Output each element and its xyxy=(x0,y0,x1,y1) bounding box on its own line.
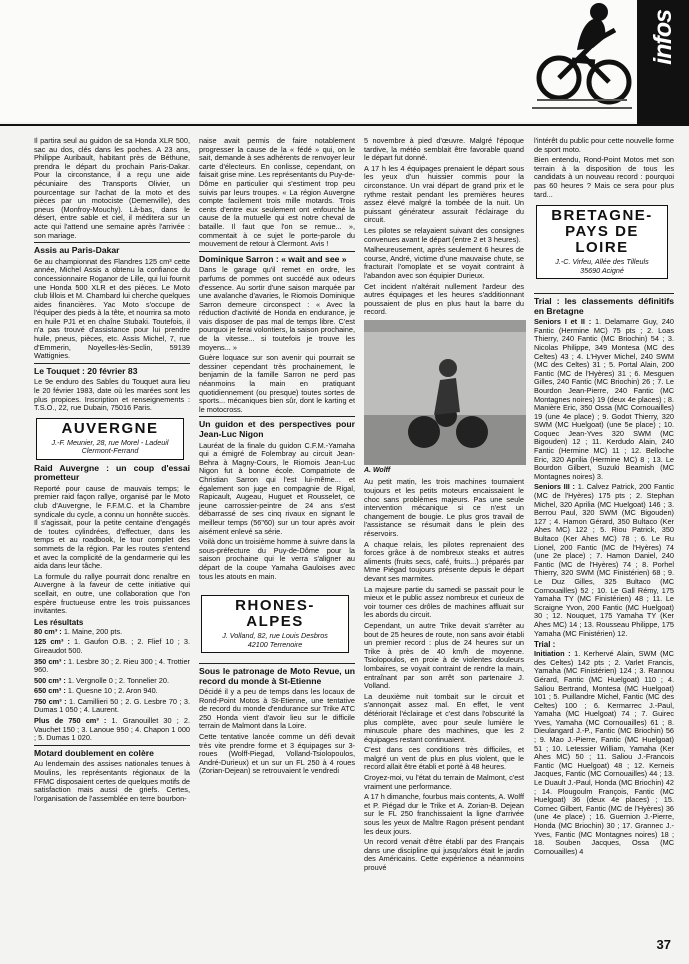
col3-p2: A 17 h les 4 équipages prenaient le départ sous les yeux d'un huissier commis pour la circonstance. Un vrai départ de grand prix et le rythme restait pendant les premières heures assez élevé malgré la tombée de la nuit. Un puissant générateur assurait l'éclairage du circuit. xyxy=(364,163,524,225)
col2-record-2: Cette tentative lancée comme un défi devait très vite prendre forme et 3 équipages sur 3-roues (Wolff-Piegad, Volland-Tsiolopoulos, André-Durieux) et un sur un FL 250 à 4 roues (Zorian-Dejean) se retrouvaient le vendredi xyxy=(199,732,355,776)
heading-record: Sous le patronage de Moto Revue, un record du monde à St-Etienne xyxy=(199,665,355,686)
col4-seniors-3: Seniors III : 1. Calvez Patrick, 200 Fantic (MC de l'Hyères) 175 pts ; 2. Stephan Michel, 320 Aprilia (MC Huelgoat) 146 ; 3. Berrou Paul, 320 SWM (MC Bigouden) 127 ; 4. Hamon Gérard, 350 Bultaco (Ker Ahes MC) 122 ; 5. Riou Patrick, 350 Bultaco (Ker Ahes MC) 78 ; 6. Le Ru Lionel, 200 Fantic (MC de l'Hyères) 74 (une 2e place) ; 7. Hamon Daniel, 240 Fantic (MC de l'Hyères) 74 ; 8. Porhel Thierry, 320 SWM (MC Finistérien) 68 ; 9. Le Duz Gilles, 325 Bultaco (MC Cornouailles) 52 ; 10. Le Gall Rémy, 175 Yamaha TY (MC Finistérien) 48 ; 11. Le Scraigne Yvon, 200 Fantic (MC Huelgoat) 30 ; 12. Nouquet, 175 Yamaha TY (Ker Ahes MC) 14 ; 13. Rousseau Philippe, 175 Yamaha (MC Finistérien) 12. xyxy=(534,482,674,638)
col1-assis: 6e au championnat des Flandres 125 cm³ cette année, Michel Assis a obtenu la confiance du concessionnaire Roganor de Lille, qui lui fournit une Honda 500 XLR et des pièces. Le Moto club lillois et M. Chambard lui cherche quelques aides financières. Yac Moto s'occupe de l'équiper des pieds à la tête, et nourrira sa moto en huile PJ1 et en chaîne Stubaki. Toutefois, il n'a pas trouvé d'assistance pour lui prendre huile, pneus, pièces, etc. Assis Michel, 7, rue d'Emmerin, Noyelles-lès-Seclin, 59139 Wattignies. xyxy=(34,256,190,361)
heading-motard: Motard doublement en colère xyxy=(34,747,154,758)
result-line: Plus de 750 cm³ : 1. Granouillet 30 ; 2. Vauchet 150 ; 3. Lanoue 950 ; 4. Chapon 1 000 ; 5. Dumas 1 020. xyxy=(34,716,190,743)
trike-photo xyxy=(364,320,526,465)
results-list xyxy=(34,628,190,743)
col3-p6: Au petit matin, les trois machines tournaient toujours et les petits moteurs encaissaient le choc sans problèmes majeurs. Pas une seule intervention mécanique si ce n'est un changement de bougie. Le plus gros travail de l'assistance se résumait dans le plein des réservoirs. xyxy=(364,477,524,539)
col3-p10: La deuxième nuit tombait sur le circuit et s'annonçait assez mal. En effet, le vent détériorait l'éclairage et c'est dans l'obscurité la plus complète, avec pour seule lumière le minuscule phare des machines, que les 2 équipages restant continuaient. xyxy=(364,691,524,744)
divider xyxy=(534,293,674,294)
col3-p1: 5 novembre à pied d'œuvre. Malgré l'époque tardive, la météo semblait être favorable quand le départ fut donné. xyxy=(364,136,524,163)
col2-sarron-1: Dans le garage qu'il remet en ordre, les parfums de pommes ont succédé aux odeurs d'essence. Au sortir d'une saison marquée par une avalanche d'avaries, le Riomois Dominique Sarron demeure circonspect : « Avec la réduction d'activité de Honda en endurance, je vais disposer de pas mal de temps libre. C'est pourquoi je ferai volontiers, la saison prochaine, de la vitesse... si toutefois je trouve les moyens... » xyxy=(199,265,355,352)
region-box-rhones-alpes xyxy=(201,595,349,653)
heading-raid: Raid Auvergne : un coup d'essai prometteur xyxy=(34,462,190,483)
col3-p9: Cependant, un autre Trike devait s'arrêter au bout de 25 heures de route, non sans avoir établi un premier record : plus de 24 heures sur un Trike à près de 40 km/h de moyenne. Tsiolopoulos, en proie à de violentes douleurs lombaires, se voyait contraint de rendre la main, entraînant par son arrêt son partenaire J. Volland. xyxy=(364,620,524,691)
column-2 xyxy=(199,137,355,778)
trial-motorcycle-illustration xyxy=(527,0,637,118)
page-header xyxy=(0,0,689,122)
col3-p8: La majeure partie du samedi se passait pour le mieux et le public assez nombreux et curieux de voir tourner ces drôles de machines affluait sur les abords du circuit. xyxy=(364,584,524,620)
page-number: 37 xyxy=(656,937,671,952)
heading-resultats: Les résultats xyxy=(34,617,84,627)
column-4 xyxy=(534,137,674,858)
col1-raid-1: Reporté pour cause de mauvais temps; le premier raid façon rallye, organisé par le Moto club d'Auvergne, le F.F.M.C. et la Chambre syndicale du cycle, a connu un honnête succès. Il s'agissait, pour la petite centaine d'engagés de toutes cylindrées, d'effectuer, dans les temps et au roadbook, le tour complet des sommets de la région. Par les routes s'entend et avec la complicité de la gendarmerie qui les aida dans leur tâche. xyxy=(34,483,190,571)
divider xyxy=(199,663,355,664)
region-address: J. Volland, 82, rue Louis Desbros 42100 Terrenoire xyxy=(222,631,328,649)
section-tab-label: infos xyxy=(648,10,677,65)
col2-record-1: Décidé il y a peu de temps dans les locaux de Rond-Point Motos à St-Etienne, une tentative de record du monde d'endurance sur Trike ATC 250 Honda vient d'avoir lieu sur le difficile terrain de Malmont dans la Loire. xyxy=(199,687,355,731)
col3-p13: A 17 h dimanche, fourbus mais contents, A. Wolff et P. Piégad dur le Trike et A. Zorian-B. Dejean sur le FL 250 franchissaient la ligne d'arrivée sous les yeux de Maître Ragon présent pendant les deux jours. xyxy=(364,792,524,836)
region-box-auvergne xyxy=(36,418,184,460)
region-address: J.-F. Meunier, 28, rue Morel - Ladeuil Clermont-Ferrand xyxy=(51,437,169,456)
region-title: AUVERGNE xyxy=(61,419,159,437)
result-line: 750 cm³ : 1. Camillieri 50 ; 2. G. Lesbre 70 ; 3. Dumas 1 050 ; 4. Laurent. xyxy=(34,696,190,715)
col4-p2: Bien entendu, Rond-Point Motos met son terrain à la disposition de tous les candidats à un nouveau record : pourquoi pas 60 heures ? Mais ce sera pour plus tard... xyxy=(534,155,674,199)
region-box-bretagne xyxy=(536,205,668,279)
col1-touquet: Le 9e enduro des Sables du Touquet aura lieu le 20 février 1983, date où les marées sont les plus propices. Inscription et renseignements : T.S.O., 22, rue Dubain, 75016 Paris. xyxy=(34,377,190,413)
col2-nigon-2: Voilà donc un troisième homme à suivre dans la sous-préfecture du Puy-de-Dôme pour la saison prochaine qui le verra s'aligner au départ de la coupe Yamaha Gauloises avec tous les atouts en main. xyxy=(199,537,355,581)
col4-initiation: Initiation : 1. Kerhervé Alain, SWM (MC des Celtes) 142 pts ; 2. Varlet Francis, Yamaha (MC Finistérien) 124 ; 3. Rannou Gérard, Fantic (MC Huelgoat) 110 ; 4. Saliou Bertrand, Montesa (MC Huelgoat) 101 ; 5. Puillandre Michel, Fantic (MC des Celtes) 100 ; 6. Kermarrec J.-Paul, Yamaha (MC Huelgoat) 74 ; 7. Guirec Yves, Yamaha (MC Cornouailles) 61 ; 8. Dieulangard J.-P., Fantic (MC Briochin) 56 ; 9. Mao J.-Pierre, Fantic (MC Huelgoat) 51 ; 10. Letessier William, Yamaha (Ker Ahes MC) 50 ; 11. Saliou J.-Francois Fantic (MC Huelgoat) 48 ; 12. Kerneis Jacques, Fantic (MC Cornouailles) 44 ; 13. Le Duault J.-Paul, Honda (MC Briochin) 42 ; 14. Plougoulm François, Fantic (MC Huelgoat) 36 (deux 4e places) ; 15. Cornec Gilbert, Fantic (MC de l'Hyères) 36 (une 4e place) ; 16. Guernion J.-Pierre, Honda (MC Briochin) 30 ; 17. Grannec J.-Yves, Fantic (MC Montagnes noires) 18 ; 18. Souben Jacques, Ossa (MC Cornouailles) 4 xyxy=(534,649,674,856)
region-title: RHONES- ALPES xyxy=(235,597,315,631)
col2-p1: naise avait permis de faire notablement progresser la cause de la « fédé » qui, on le sait, demande à ses adhérents de renvoyer leur carte d'électeurs. En conlisse, cependant, on faisait grise mine. Les représentants du Puy-de-Dôme en particulier qui s'estiment trop peu suivis par leurs troupes. « La région Auvergne compte facilement trois mille motards. Trois cents d'entre eux seulement ont enfourché la cause de la mutuelle qui est notre cheval de bataille. Il faut que l'on se remue... », commentait à ce sujet le porte-parole du mouvement de retour à Clermont. Avis ! xyxy=(199,136,355,249)
heading-trial: Trial : les classements définitifs en Bretagne xyxy=(534,295,674,316)
divider xyxy=(199,251,355,252)
heading-sarron: Dominique Sarron : « wait and see » xyxy=(199,253,347,264)
column-3 xyxy=(364,137,524,875)
result-line: 350 cm³ : 1. Lesbre 30 ; 2. Rieu 300 ; 4. Trottier 960. xyxy=(34,656,190,675)
col1-motard: Au lendemain des assises nationales tenues à Moulins, les représentants régionaux de la FFMC disposaient certes de quelques motifs de satisfaction mais aussi de griefs. Certes, l'organisation de l'assemblée en terre bourbon- xyxy=(34,759,190,803)
col4-p1: l'intérêt du public pour cette nouvelle forme de sport moto. xyxy=(534,136,674,154)
result-line: 125 cm³ : 1. Gaufon O.B. ; 2. Flief 10 ; 3. Gireaudot 500. xyxy=(34,637,190,655)
heading-assis: Assis au Paris-Dakar xyxy=(34,245,120,256)
heading-nigon: Un guidon et des perspectives pour Jean-Luc Nigon xyxy=(199,419,355,439)
col3-p3: Les pilotes se relayaient suivant des consignes convenues avant le départ (entre 2 et 3 heures). xyxy=(364,225,524,244)
header-rule xyxy=(0,124,689,126)
col3-p7: A chaque relais, les pilotes reprenaient des forces grâce à de nombreux steaks et autres aliments (fruits secs, café, fruits...) préparés par Mme Piégad toujours présente depuis le départ devant ses marmites. xyxy=(364,539,524,583)
result-line: 80 cm³ : 1. Maine, 200 pts. xyxy=(34,626,123,636)
result-line: 500 cm³ : 1. Vergnolle 0 ; 2. Tonnelier 20. xyxy=(34,675,170,685)
col3-p4: Malheureusement, après seulement 6 heures de course, André, victime d'une mauvaise chute, se fracturait l'omoplate et se voyait contraint à l'abandon avec son équipier Durieux. xyxy=(364,245,524,280)
col2-nigon-1: Lauréat de la finale du guidon C.F.M.-Yamaha qui a émigré de Folembray au circuit Jean-Behra à Magny-Cours, le Riomois Jean-Luc Nigon fut à bonne école. Compatriote de Christian Sarron qui l'est lui-même... et également son juge en compagnie de Rigal, Rapicault, Augeau, Huguet et Rousselet, ce jeune carrossier-peintre de 24 ans s'est débarrassé de ses cinq rivaux en signant le meilleur temps (56"60) sur un tour après avoir aisément enlevé sa série. xyxy=(199,440,355,536)
col1-intro: Il partira seul au guidon de sa Honda XLR 500, sac au dos, clés dans les poches. A 23 ans, Philippe Auribault, habitant près de Béthune, prendra le départ du prochain Paris-Dakar. Pour la circonstance, il a reçu une aide pécuniaire des Transports Olivier, un pourcentage sur l'achat de la moto et des pièces par un motociste (Demenville), des pneus (Monfroy-Mouchy). Là-bas, dans le désert, entre sable et ciel, il méditera sur un acte qui l'attend une semaine après l'arrivée : son mariage. xyxy=(34,136,190,240)
col3-p12: Croyez-moi, vu l'état du terrain de Malmont, c'est vraiment une performance. xyxy=(364,773,524,791)
col2-sarron-2: Guère loquace sur son avenir qui pourrait se dessiner cependant très prochainement, le benjamin de la famille Sarron ne perd pas néanmoins la main en pratiquant quotidiennement (ou presque) toutes sortes de sports... mécaniques bien sûr, dont le karting et le motocross. xyxy=(199,353,355,414)
col4-seniors-1-2: Seniors I et II : 1. Delamarre Guy, 240 Fantic (Hermine MC) 75 pts ; 2. Loas Thierry, 240 Fantic (MC Briochin) 54 ; 3. Nicolas Philippe, 349 Montesa (MC des Celtes) 43 ; 4. L'Hyver Michel, 240 SWM (MC des Celtes) 31 ; 5. Portal Alain, 200 Fantic (MC de l'Hyères) 31 ; 6. Mesguen Gilles, 240 Fantic (MC Briochin) 26 ; 7. Le Bourdon Jean-Pierre, 240 Fantic (MC Montagnes noires) 19 (deux 4e places) ; 8. Manière Eric, 350 Ossa (MC Cornouailles) 19 (une 4e place) ; 9. Godot Thierry, 320 SWM (MC Huelgoat) (une 5e place) ; 10. Coquec Jean-Yves 320 SWM (MC Bigouden) 12 ; 11. Kerdudo Alain, 240 Fantic (Hermine MC) 11 ; 12. Belloche Eric, 320 Aprilia (Hermine MC) 8 ; 13. Le Bourdon Gilbert, Suzuki Beamish (MC Montagnes noires) 3. xyxy=(534,317,674,481)
col3-p14: Un record venait d'être établi par des Français dans une discipline qui jusqu'alors était le jardin des Américains. Cette expérience a néanmoins prouvé xyxy=(364,837,524,872)
col3-p11: C'est dans ces conditions très difficiles, et malgré un vent de plus en plus violent, que le record allait être établi et porté à 48 heures. xyxy=(364,745,524,772)
section-tab xyxy=(637,0,689,124)
region-title: BRETAGNE- PAYS DE LOIRE xyxy=(551,207,653,257)
region-address: J.-C. Virfeu, Allée des Tilleuls 35690 Acigné xyxy=(555,257,649,275)
divider xyxy=(34,745,190,746)
result-line: 650 cm³ : 1. Quesne 10 ; 2. Aron 940. xyxy=(34,686,158,696)
heading-trial-2: Trial : xyxy=(534,640,556,650)
heading-touquet: Le Touquet : 20 février 83 xyxy=(34,365,138,376)
divider xyxy=(199,416,355,417)
column-1 xyxy=(34,137,190,805)
divider xyxy=(34,363,190,364)
col1-raid-2: La formule du rallye pourrait donc renaître en Auvergne à la faveur de cette initiative qui scellait, en outre, une collaboration que l'on espère fructueuse entre les trois puissances invitantes. xyxy=(34,571,190,616)
col3-p5: Cet incident n'altérait nullement l'ardeur des autres équipages et les heures s'additionnant poussaient de plus en plus haut la barre du record. xyxy=(364,281,524,317)
divider xyxy=(34,242,190,243)
photo-caption: A. Wolff xyxy=(364,466,391,474)
